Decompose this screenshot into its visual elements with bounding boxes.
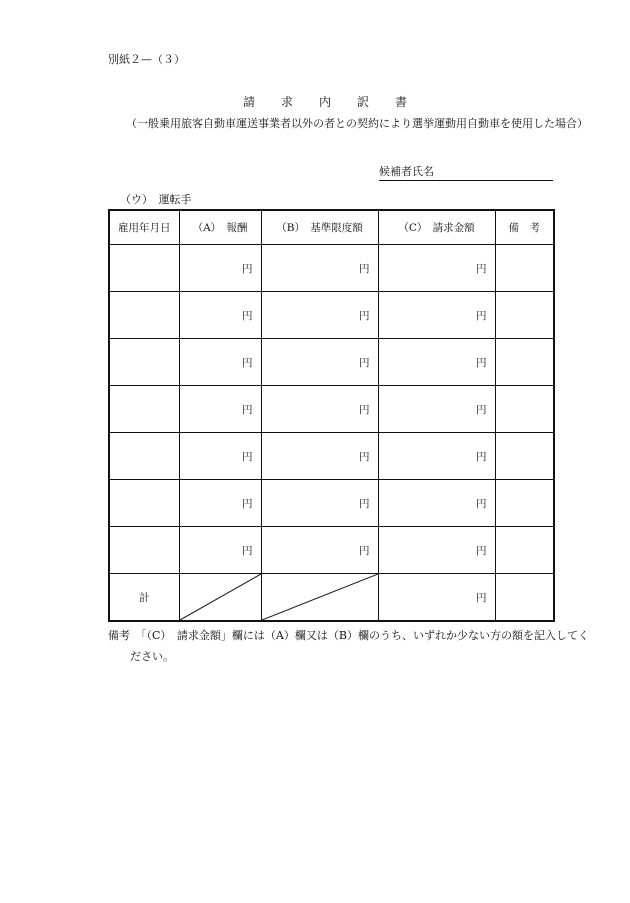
remarks-cell[interactable] bbox=[495, 386, 554, 433]
remuneration-cell[interactable]: 円 bbox=[179, 292, 261, 339]
remarks-cell[interactable] bbox=[495, 527, 554, 574]
standard-limit-cell[interactable]: 円 bbox=[261, 527, 378, 574]
claim-amount-cell[interactable]: 円 bbox=[378, 480, 495, 527]
header-remarks: 備 考 bbox=[495, 210, 554, 245]
remarks-cell[interactable] bbox=[495, 292, 554, 339]
table-row bbox=[109, 433, 554, 480]
remarks-cell[interactable] bbox=[495, 480, 554, 527]
total-remuneration-struck-cell bbox=[179, 574, 261, 622]
remarks-cell[interactable] bbox=[495, 433, 554, 480]
remuneration-cell[interactable]: 円 bbox=[179, 480, 261, 527]
remuneration-cell[interactable]: 円 bbox=[179, 245, 261, 292]
date-cell[interactable] bbox=[109, 480, 179, 527]
table-row bbox=[109, 292, 554, 339]
remuneration-cell[interactable]: 円 bbox=[179, 527, 261, 574]
date-cell[interactable] bbox=[109, 433, 179, 480]
remuneration-cell[interactable]: 円 bbox=[179, 386, 261, 433]
header-standard-limit: （B） 基準限度額 bbox=[261, 210, 378, 245]
candidate-name-field[interactable] bbox=[379, 163, 553, 181]
header-employment-date: 雇用年月日 bbox=[109, 210, 179, 245]
claim-amount-cell[interactable]: 円 bbox=[378, 527, 495, 574]
remuneration-cell[interactable]: 円 bbox=[179, 339, 261, 386]
date-cell[interactable] bbox=[109, 386, 179, 433]
claim-amount-cell[interactable]: 円 bbox=[378, 245, 495, 292]
header-claim-amount: （C） 請求金額 bbox=[378, 210, 495, 245]
section-label: （ウ） 運転手 bbox=[120, 193, 192, 206]
total-claim-amount-cell[interactable]: 円 bbox=[378, 574, 495, 622]
date-cell[interactable] bbox=[109, 527, 179, 574]
breakdown-table bbox=[108, 209, 555, 622]
date-cell[interactable] bbox=[109, 339, 179, 386]
claim-amount-cell[interactable]: 円 bbox=[378, 386, 495, 433]
standard-limit-cell[interactable]: 円 bbox=[261, 433, 378, 480]
form-reference: 別紙２—（３） bbox=[108, 53, 185, 66]
total-remarks-cell[interactable] bbox=[495, 574, 554, 622]
total-standard-limit-struck-cell bbox=[261, 574, 378, 622]
table-row bbox=[109, 386, 554, 433]
footnote: 備考 「（C） 請求金額」欄には（A）欄又は（B）欄のうち、いずれか少ない方の額を記入してください。 bbox=[108, 629, 589, 663]
table-row bbox=[109, 339, 554, 386]
diagonal-strike bbox=[180, 574, 261, 620]
standard-limit-cell[interactable]: 円 bbox=[261, 480, 378, 527]
table-header-row bbox=[109, 210, 554, 245]
claim-amount-cell[interactable]: 円 bbox=[378, 292, 495, 339]
claim-amount-cell[interactable]: 円 bbox=[378, 339, 495, 386]
table-row bbox=[109, 480, 554, 527]
page-title: 請求内訳書 bbox=[243, 95, 434, 109]
table-row bbox=[109, 527, 554, 574]
standard-limit-cell[interactable]: 円 bbox=[261, 292, 378, 339]
page-subtitle: （一般乗用旅客自動車運送事業者以外の者との契約により選挙運動用自動車を使用した場合） bbox=[126, 117, 588, 130]
remarks-cell[interactable] bbox=[495, 245, 554, 292]
standard-limit-cell[interactable]: 円 bbox=[261, 245, 378, 292]
standard-limit-cell[interactable]: 円 bbox=[261, 339, 378, 386]
date-cell[interactable] bbox=[109, 245, 179, 292]
total-label: 計 bbox=[109, 574, 179, 622]
remuneration-cell[interactable]: 円 bbox=[179, 433, 261, 480]
claim-amount-cell[interactable]: 円 bbox=[378, 433, 495, 480]
candidate-name-label: 候補者氏名 bbox=[379, 165, 434, 178]
remarks-cell[interactable] bbox=[495, 339, 554, 386]
standard-limit-cell[interactable]: 円 bbox=[261, 386, 378, 433]
table-row bbox=[109, 245, 554, 292]
diagonal-strike bbox=[262, 574, 378, 620]
header-remuneration: （A） 報酬 bbox=[179, 210, 261, 245]
date-cell[interactable] bbox=[109, 292, 179, 339]
total-row bbox=[109, 574, 554, 622]
